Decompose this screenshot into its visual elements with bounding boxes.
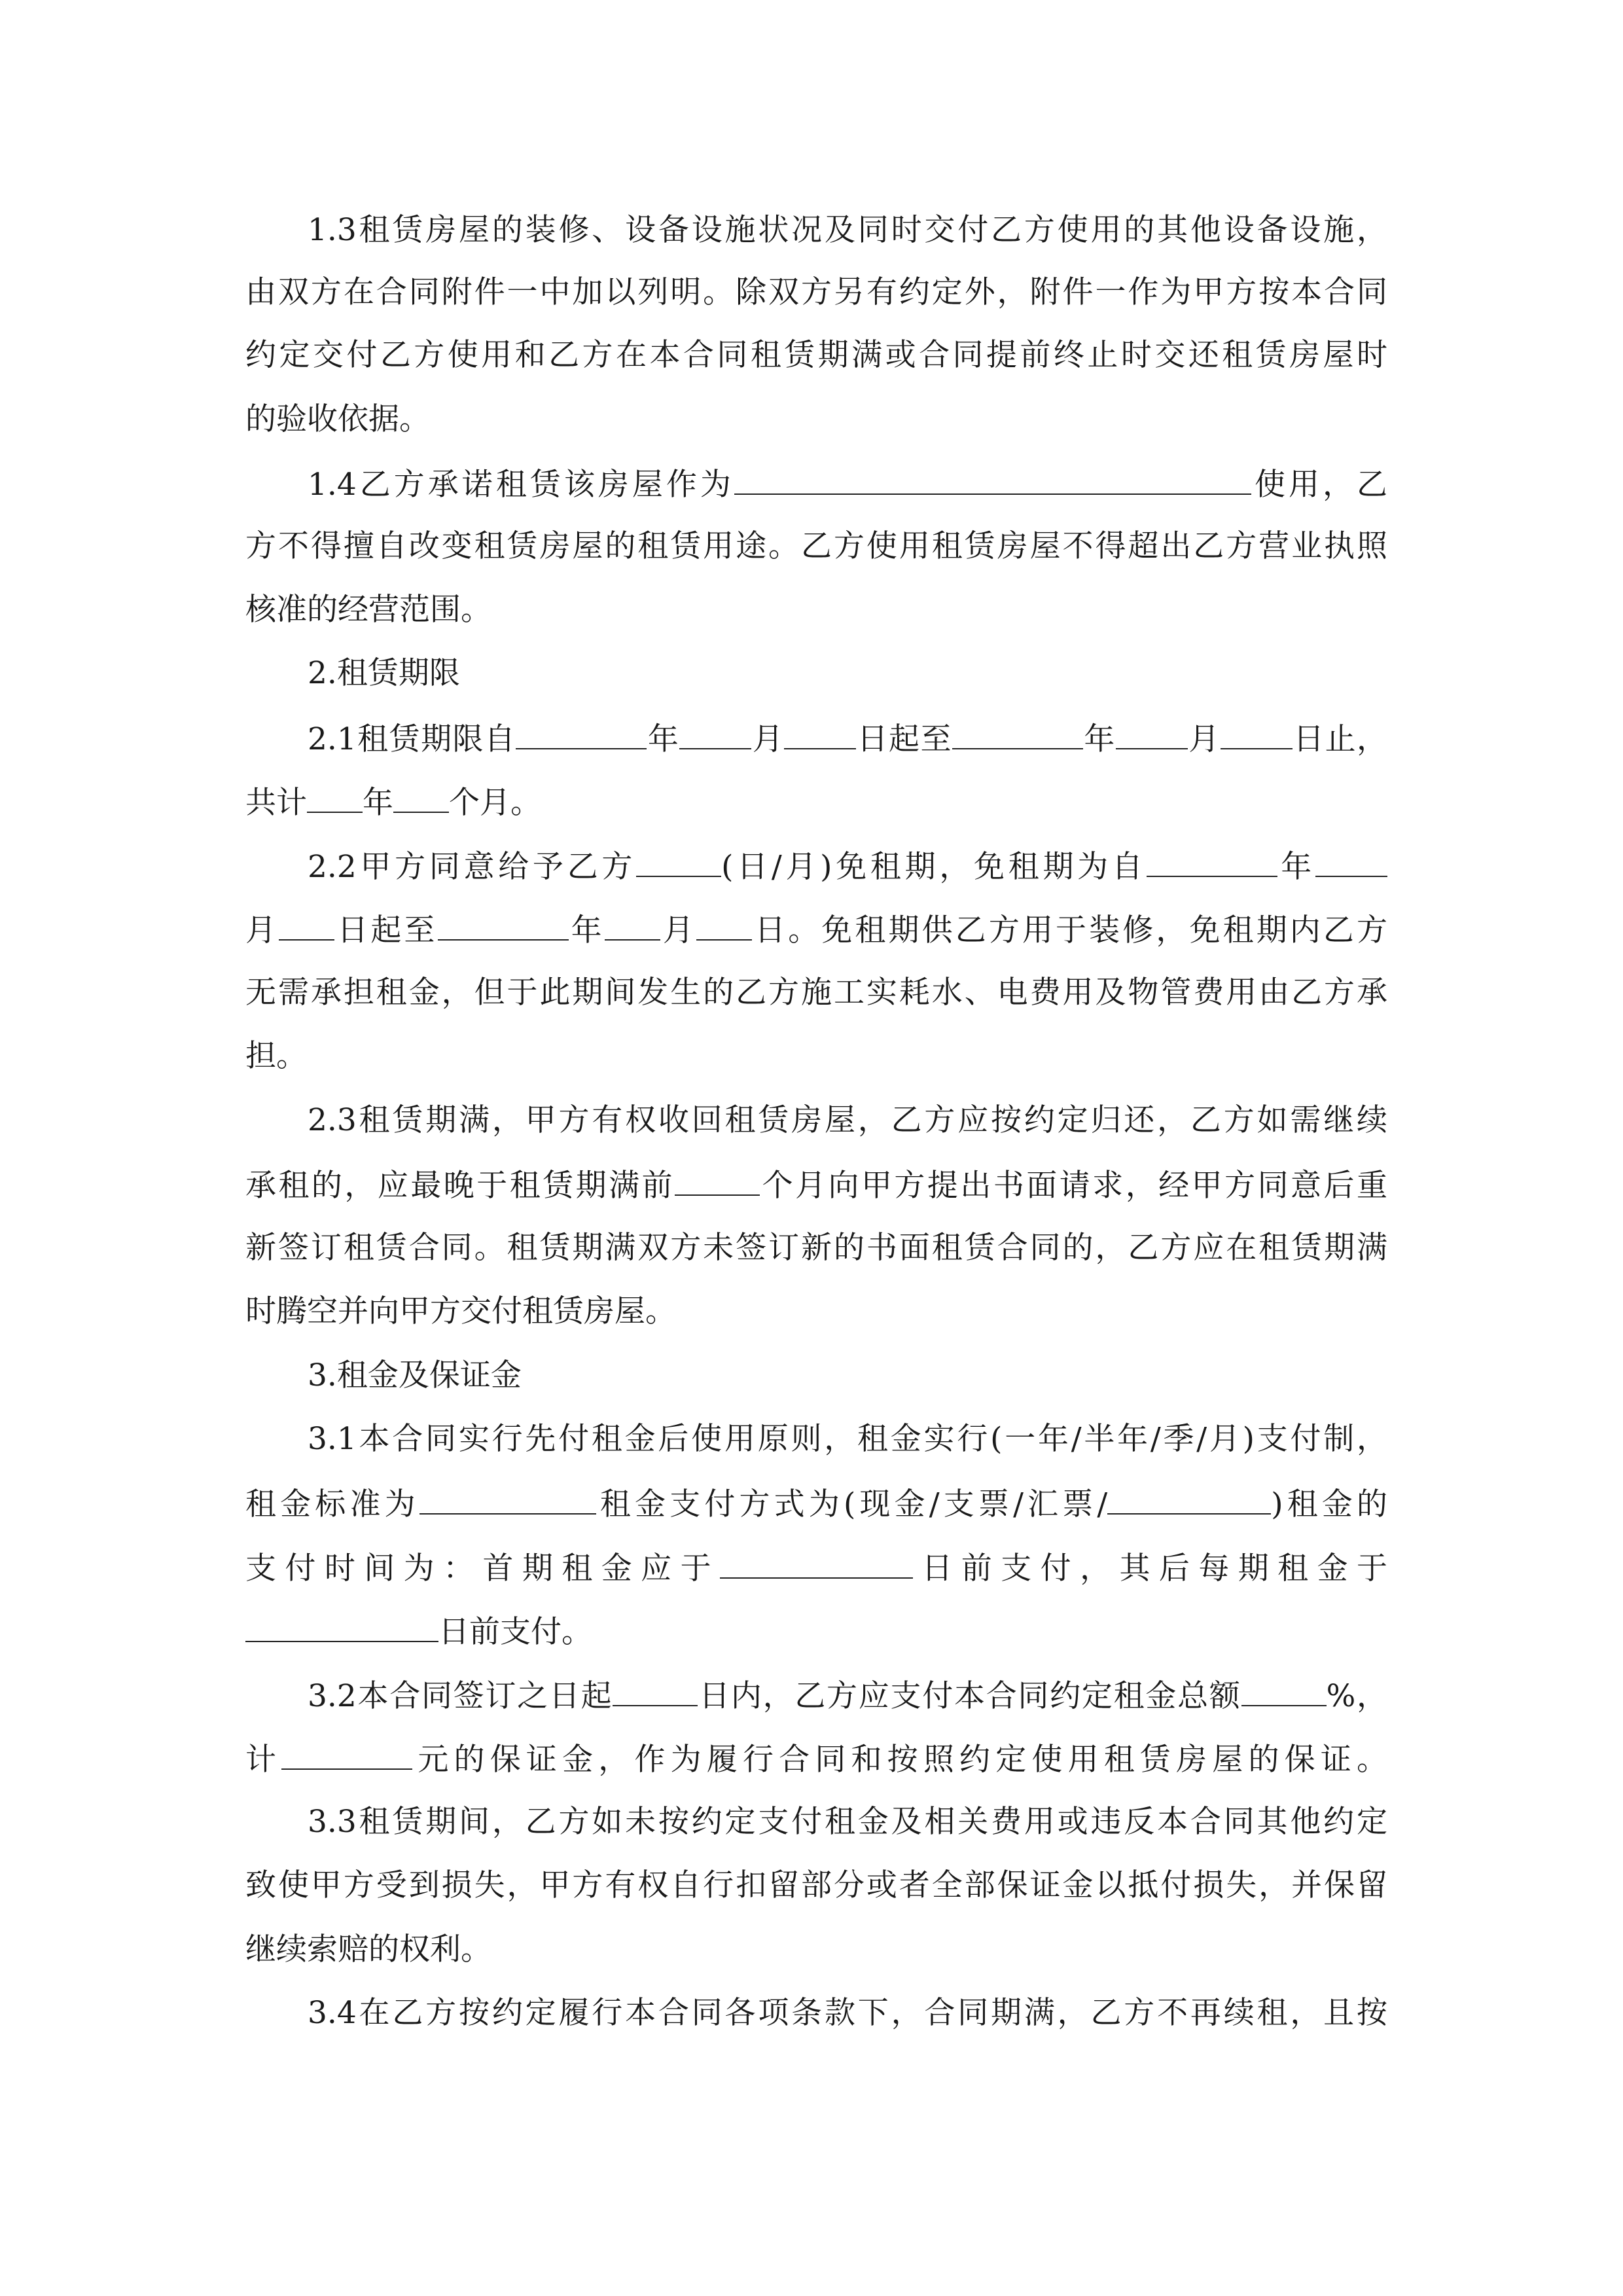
text-segment: 日内，乙方应支付本合同约定租金总额 (698, 1678, 1241, 1714)
clause-2-2-line-1 (308, 846, 1387, 885)
fill-blank[interactable] (281, 1738, 412, 1770)
clause-1-4-line-1 (308, 463, 1387, 503)
clause-2-2-line-3: 无需承担租金，但于此期间发生的乙方施工实耗水、电费用及物管费用由乙方承 (245, 975, 1387, 1011)
clause-3-2-line-2 (245, 1738, 1387, 1778)
text-segment: 1.4乙方承诺租赁该房屋作为 (308, 467, 734, 503)
text-segment: 年 (363, 785, 393, 821)
text-segment: 租金标准为 (245, 1486, 419, 1522)
text-segment: 日止， (1292, 721, 1388, 757)
clause-3-1-line-2 (245, 1483, 1387, 1522)
fill-blank[interactable] (307, 781, 363, 813)
clause-2-2-line-4: 担。 (245, 1038, 307, 1074)
clause-1-4-line-2: 方不得擅自改变租赁房屋的租赁用途。乙方使用租赁房屋不得超出乙方营业执照 (245, 528, 1387, 564)
clause-3-3-line-1: 3.3租赁期间，乙方如未按约定支付租金及相关费用或违反本合同其他约定 (308, 1804, 1387, 1840)
section-3-heading: 3.租金及保证金 (308, 1357, 522, 1393)
text-segment: 支付时间为：首期租金应于 (245, 1551, 720, 1587)
text-segment: 年 (568, 912, 605, 948)
fill-blank[interactable] (1107, 1483, 1271, 1515)
fill-blank[interactable] (613, 1675, 698, 1706)
section-2-heading: 2.租赁期限 (308, 655, 460, 691)
text-segment: )租金的 (1271, 1486, 1387, 1522)
clause-2-1-line-1 (308, 718, 1387, 757)
text-segment: 使用，乙 (1251, 467, 1387, 503)
clause-2-3-line-2 (245, 1164, 1387, 1204)
text-segment: 共计 (245, 785, 307, 821)
text-segment: %， (1326, 1678, 1388, 1714)
clause-1-4-line-3: 核准的经营范围。 (245, 592, 491, 628)
fill-blank[interactable] (679, 718, 751, 749)
text-segment: 2.1租赁期限自 (308, 721, 516, 757)
text-segment: 月 (245, 912, 279, 948)
text-segment: 年 (1277, 849, 1316, 885)
fill-blank[interactable] (1147, 846, 1277, 877)
text-segment: 月 (1187, 721, 1221, 757)
clause-1-3-line-3: 约定交付乙方使用和乙方在本合同租赁期满或合同提前终止时交还租赁房屋时 (245, 337, 1387, 373)
clause-2-2-line-2 (245, 909, 1387, 948)
clause-2-1-line-2 (245, 781, 1387, 821)
text-segment: 元的保证金，作为履行合同和按照约定使用租赁房屋的保证。 (412, 1742, 1388, 1778)
clause-3-1-line-1: 3.1本合同实行先付租金后使用原则，租金实行(一年/半年/季/月)支付制， (308, 1421, 1387, 1457)
text-segment: 年 (1082, 721, 1116, 757)
text-segment: 日前支付。 (438, 1614, 592, 1650)
fill-blank[interactable] (245, 1611, 438, 1642)
clause-3-2-line-1 (308, 1675, 1387, 1714)
fill-blank[interactable] (605, 909, 660, 941)
fill-blank[interactable] (720, 1547, 913, 1579)
fill-blank[interactable] (1221, 718, 1293, 749)
text-segment: 年 (647, 721, 680, 757)
clause-2-3-line-1: 2.3租赁期满，甲方有权收回租赁房屋，乙方应按约定归还，乙方如需继续 (308, 1102, 1387, 1138)
text-segment: 月 (751, 721, 785, 757)
fill-blank[interactable] (1315, 846, 1387, 877)
clause-1-3-line-1: 1.3租赁房屋的装修、设备设施状况及同时交付乙方使用的其他设备设施， (308, 212, 1387, 248)
fill-blank[interactable] (419, 1483, 596, 1515)
text-segment: 3.2本合同签订之日起 (308, 1678, 613, 1714)
text-segment: 月 (660, 912, 696, 948)
clause-3-3-line-3: 继续索赔的权利。 (245, 1931, 491, 1967)
fill-blank[interactable] (636, 846, 721, 877)
clause-3-4-line-1: 3.4在乙方按约定履行本合同各项条款下，合同期满，乙方不再续租，且按 (308, 1995, 1387, 2031)
fill-blank[interactable] (675, 1164, 760, 1196)
text-segment: 日起至 (856, 721, 952, 757)
text-segment: 2.2甲方同意给予乙方 (308, 849, 637, 885)
fill-blank[interactable] (1116, 718, 1188, 749)
fill-blank[interactable] (696, 909, 752, 941)
fill-blank[interactable] (784, 718, 856, 749)
text-segment: 个月。 (449, 785, 541, 821)
clause-3-1-line-4 (245, 1611, 1387, 1650)
clause-2-3-line-4: 时腾空并向甲方交付租赁房屋。 (245, 1293, 676, 1329)
fill-blank[interactable] (438, 909, 569, 941)
fill-blank[interactable] (516, 718, 647, 749)
text-segment: 日起至 (334, 912, 438, 948)
text-segment: 租金支付方式为(现金/支票/汇票/ (596, 1486, 1108, 1522)
fill-blank[interactable] (952, 718, 1083, 749)
text-segment: (日/月)免租期，免租期为自 (721, 849, 1147, 885)
clause-3-1-line-3 (245, 1547, 1387, 1587)
clause-3-3-line-2: 致使甲方受到损失，甲方有权自行扣留部分或者全部保证金以抵付损失，并保留 (245, 1867, 1387, 1903)
clause-2-3-line-3: 新签订租赁合同。租赁期满双方未签订新的书面租赁合同的，乙方应在租赁期满 (245, 1230, 1387, 1266)
text-segment: 计 (245, 1742, 282, 1778)
fill-blank[interactable] (393, 781, 449, 813)
fill-blank[interactable] (1241, 1675, 1327, 1706)
text-segment: 日。免租期供乙方用于装修，免租期内乙方 (751, 912, 1388, 948)
text-segment: 个月向甲方提出书面请求，经甲方同意后重 (760, 1168, 1387, 1204)
clause-1-3-line-4: 的验收依据。 (245, 401, 430, 437)
text-segment: 承租的，应最晚于租赁期满前 (245, 1168, 675, 1204)
fill-blank[interactable] (279, 909, 334, 941)
fill-blank[interactable] (734, 463, 1251, 495)
text-segment: 日前支付，其后每期租金于 (913, 1551, 1387, 1587)
clause-1-3-line-2: 由双方在合同附件一中加以列明。除双方另有约定外，附件一作为甲方按本合同 (245, 274, 1387, 310)
